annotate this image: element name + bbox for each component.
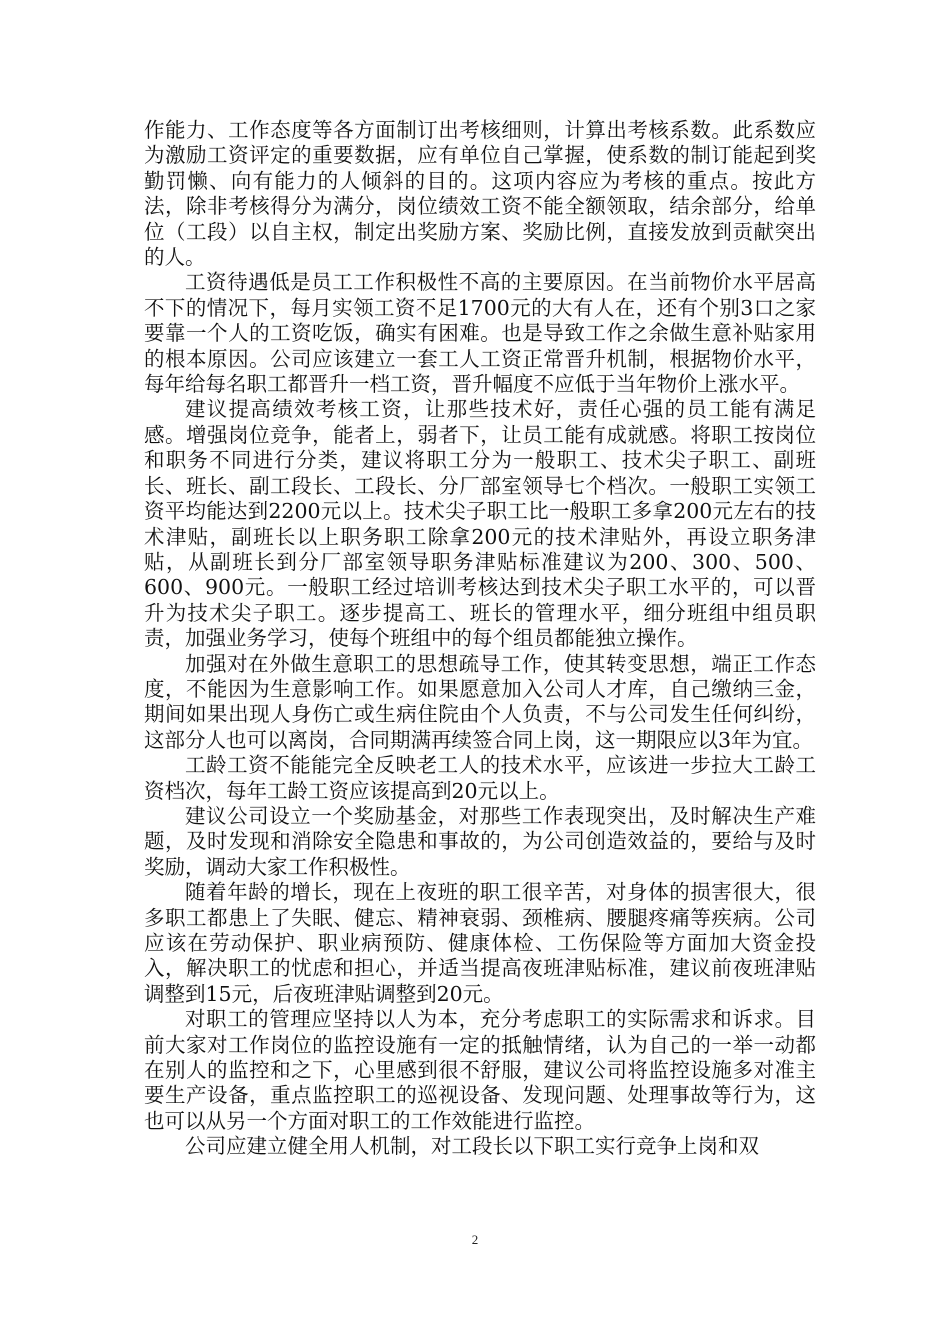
paragraph-4: 加强对在外做生意职工的思想疏导工作，使其转变思想，端正工作态度，不能因为生意影响工作。如果愿意加入公司人才库，自己缴纳三金，期间如果出现人身伤亡或生病住院由个人负责，不与公司发生任何纠纷，这部分人也可以离岗，合同期满再续签合同上岗，这一期限应以3年为宜。 bbox=[144, 651, 816, 752]
paragraph-7: 随着年龄的增长，现在上夜班的职工很辛苦，对身体的损害很大，很多职工都患上了失眠、健忘、精神衰弱、颈椎病、腰腿疼痛等疾病。公司应该在劳动保护、职业病预防、健康体检、工伤保险等方面加大资金投入，解决职工的忧虑和担心，并适当提高夜班津贴标准，建议前夜班津贴调整到15元，后夜班津贴调整到20元。 bbox=[144, 880, 816, 1006]
paragraph-3: 建议提高绩效考核工资，让那些技术好，责任心强的员工能有满足感。增强岗位竞争，能者上，弱者下，让员工能有成就感。将职工按岗位和职务不同进行分类，建议将职工分为一般职工、技术尖子职工、副班长、班长、副工段长、工段长、分厂部室领导七个档次。一般职工实领工资平均能达到2200元以上。技术尖子职工比一般职工多拿200元左右的技术津贴，副班长以上职务职工除拿200元的技术津贴外，再设立职务津贴，从副班长到分厂部室领导职务津贴标准建议为200、300、500、600、900元。一般职工经过培训考核达到技术尖子职工水平的，可以晋升为技术尖子职工。逐步提高工、班长的管理水平，细分班组中组员职责，加强业务学习，使每个班组中的每个组员都能独立操作。 bbox=[144, 397, 816, 651]
paragraph-1: 作能力、工作态度等各方面制订出考核细则，计算出考核系数。此系数应为激励工资评定的重要数据，应有单位自己掌握，使系数的制订能起到奖勤罚懒、向有能力的人倾斜的目的。这项内容应为考核的重点。按此方法，除非考核得分为满分，岗位绩效工资不能全额领取，结余部分，给单位（工段）以自主权，制定出奖励方案、奖励比例，直接发放到贡献突出的人。 bbox=[144, 118, 816, 270]
paragraph-2: 工资待遇低是员工工作积极性不高的主要原因。在当前物价水平居高不下的情况下，每月实领工资不足1700元的大有人在，还有个别3口之家要靠一个人的工资吃饭，确实有困难。也是导致工作之余做生意补贴家用的根本原因。公司应该建立一套工人工资正常晋升机制，根据物价水平，每年给每名职工都晋升一档工资，晋升幅度不应低于当年物价上涨水平。 bbox=[144, 270, 816, 397]
paragraph-8: 对职工的管理应坚持以人为本，充分考虑职工的实际需求和诉求。目前大家对工作岗位的监控设施有一定的抵触情绪，认为自己的一举一动都在别人的监控和之下，心里感到很不舒服，建议公司将监控设施多对准主要生产设备，重点监控职工的巡视设备、发现问题、处理事故等行为，这也可以从另一个方面对职工的工作效能进行监控。 bbox=[144, 1007, 816, 1133]
paragraph-9: 公司应建立健全用人机制，对工段长以下职工实行竞争上岗和双 bbox=[185, 1134, 759, 1159]
page-number: 2 bbox=[471, 1232, 479, 1247]
paragraph-6: 建议公司设立一个奖励基金，对那些工作表现突出，及时解决生产难题，及时发现和消除安全隐患和事故的，为公司创造效益的，要给与及时奖励，调动大家工作积极性。 bbox=[144, 803, 816, 879]
document-body bbox=[144, 118, 816, 1160]
paragraph-5: 工龄工资不能能完全反映老工人的技术水平，应该进一步拉大工龄工资档次，每年工龄工资应该提高到20元以上。 bbox=[144, 753, 816, 803]
